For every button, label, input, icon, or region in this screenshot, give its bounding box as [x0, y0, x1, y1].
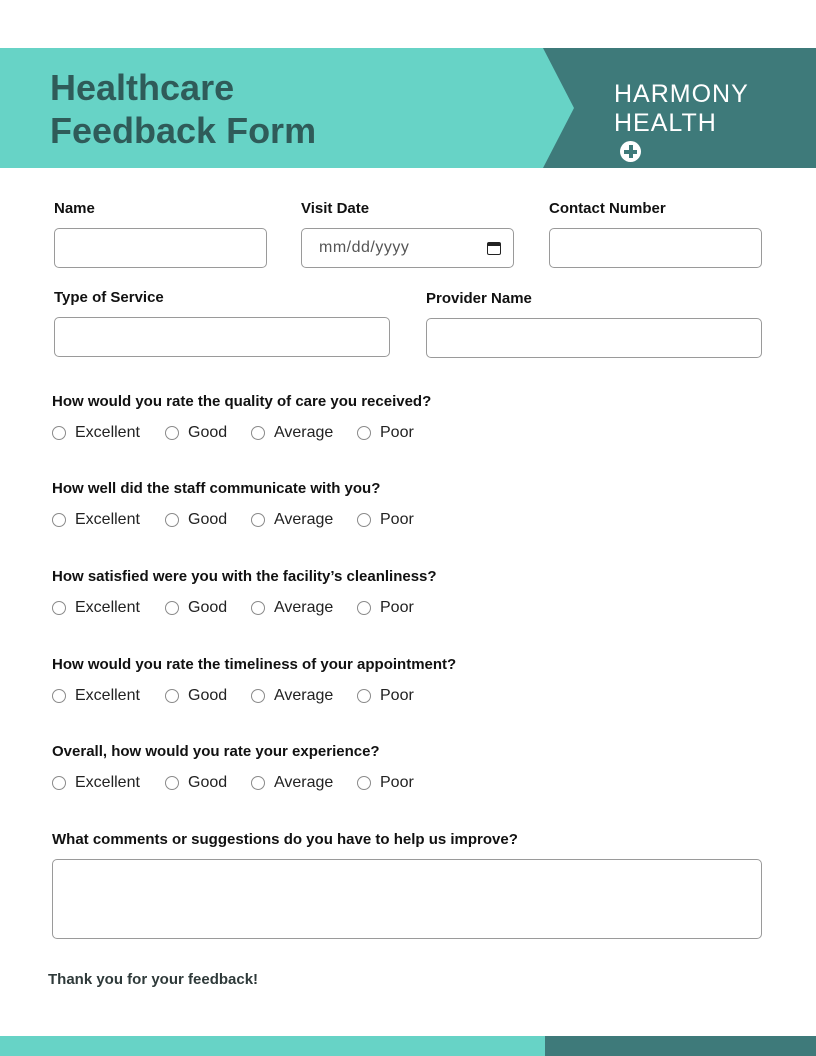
radio-icon[interactable]: [251, 601, 265, 615]
option-excellent[interactable]: [52, 510, 140, 530]
radio-icon[interactable]: [165, 513, 179, 527]
question-3: How satisfied were you with the facility’s cleanliness?: [52, 568, 437, 585]
radio-icon[interactable]: [165, 601, 179, 615]
radio-icon[interactable]: [357, 776, 371, 790]
service-type-label: Type of Service: [54, 289, 164, 306]
option-excellent[interactable]: [52, 773, 140, 793]
question-4: How would you rate the timeliness of your appointment?: [52, 656, 457, 673]
name-label: Name: [54, 200, 95, 217]
name-input[interactable]: [54, 228, 267, 268]
service-type-input[interactable]: [54, 317, 390, 357]
radio-icon[interactable]: [357, 601, 371, 615]
option-label: Average: [274, 511, 334, 528]
option-excellent[interactable]: [52, 598, 140, 618]
logo-text-line-1: HARMONY: [614, 80, 749, 108]
visit-date-placeholder: mm/dd/yyyy: [319, 239, 410, 256]
option-label: Good: [188, 599, 228, 616]
radio-icon[interactable]: [357, 513, 371, 527]
option-poor[interactable]: [357, 773, 414, 793]
radio-icon[interactable]: [52, 513, 66, 527]
option-good[interactable]: [165, 510, 227, 530]
visit-date-input[interactable]: [301, 228, 514, 268]
option-poor[interactable]: [357, 423, 414, 443]
question-4-options: [52, 686, 472, 706]
radio-icon[interactable]: [52, 601, 66, 615]
visit-date-label: Visit Date: [301, 200, 370, 217]
radio-icon[interactable]: [357, 689, 371, 703]
page-title-line-1: Healthcare: [50, 67, 235, 108]
option-poor[interactable]: [357, 686, 414, 706]
option-label: Good: [188, 687, 228, 704]
option-average[interactable]: [251, 773, 333, 793]
question-3-options: [52, 598, 472, 618]
option-excellent[interactable]: [52, 686, 140, 706]
option-average[interactable]: [251, 598, 333, 618]
option-good[interactable]: [165, 598, 227, 618]
question-1: How would you rate the quality of care you received?: [52, 393, 432, 410]
calendar-icon[interactable]: [487, 242, 501, 255]
question-2: How well did the staff communicate with you?: [52, 480, 381, 497]
radio-icon[interactable]: [251, 513, 265, 527]
option-label: Poor: [380, 687, 414, 704]
radio-icon[interactable]: [52, 426, 66, 440]
option-label: Average: [274, 599, 334, 616]
option-label: Excellent: [75, 599, 140, 616]
footer-bar-dark: [545, 1036, 816, 1056]
radio-icon[interactable]: [165, 689, 179, 703]
option-label: Average: [274, 687, 334, 704]
logo: [614, 80, 749, 167]
option-label: Good: [188, 511, 228, 528]
contact-number-label: Contact Number: [549, 200, 666, 217]
provider-name-label: Provider Name: [426, 290, 532, 307]
option-poor[interactable]: [357, 598, 414, 618]
thank-you-message: Thank you for your feedback!: [48, 971, 259, 988]
option-excellent[interactable]: [52, 423, 140, 443]
option-good[interactable]: [165, 686, 227, 706]
radio-icon[interactable]: [52, 689, 66, 703]
option-label: Good: [188, 774, 228, 791]
radio-icon[interactable]: [165, 776, 179, 790]
option-label: Poor: [380, 599, 414, 616]
option-good[interactable]: [165, 423, 227, 443]
radio-icon[interactable]: [251, 776, 265, 790]
contact-number-input[interactable]: [549, 228, 762, 268]
logo-text-line-2: HEALTH: [614, 109, 717, 137]
plus-circle-icon: [620, 141, 641, 162]
option-average[interactable]: [251, 686, 333, 706]
footer-bar: [0, 1036, 545, 1056]
radio-icon[interactable]: [251, 689, 265, 703]
radio-icon[interactable]: [165, 426, 179, 440]
provider-name-input[interactable]: [426, 318, 762, 358]
radio-icon[interactable]: [251, 426, 265, 440]
option-label: Poor: [380, 774, 414, 791]
option-label: Poor: [380, 424, 414, 441]
question-2-options: [52, 510, 472, 530]
option-label: Excellent: [75, 774, 140, 791]
comments-textarea[interactable]: [52, 859, 762, 939]
option-label: Poor: [380, 511, 414, 528]
option-good[interactable]: [165, 773, 227, 793]
option-label: Excellent: [75, 424, 140, 441]
option-label: Good: [188, 424, 228, 441]
option-label: Excellent: [75, 511, 140, 528]
question-1-options: [52, 423, 472, 443]
option-label: Average: [274, 424, 334, 441]
option-label: Excellent: [75, 687, 140, 704]
radio-icon[interactable]: [52, 776, 66, 790]
comments-label: What comments or suggestions do you have to help us improve?: [52, 831, 518, 848]
option-label: Average: [274, 774, 334, 791]
option-poor[interactable]: [357, 510, 414, 530]
radio-icon[interactable]: [357, 426, 371, 440]
option-average[interactable]: [251, 423, 333, 443]
page-title-line-2: Feedback Form: [50, 110, 317, 151]
question-5-options: [52, 773, 472, 793]
question-5: Overall, how would you rate your experience?: [52, 743, 380, 760]
option-average[interactable]: [251, 510, 333, 530]
page-title: [50, 66, 316, 152]
